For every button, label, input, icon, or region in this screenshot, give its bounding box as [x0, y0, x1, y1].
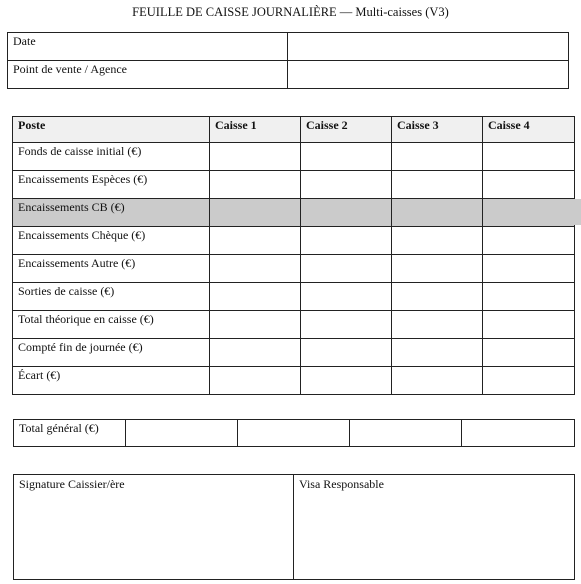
row-label: Total théorique en caisse (€) [13, 311, 210, 339]
table-header-row [13, 117, 575, 143]
table-row [13, 255, 575, 283]
cash-register-table [12, 116, 575, 395]
table-row [13, 199, 575, 227]
row-label: Fonds de caisse initial (€) [13, 143, 210, 171]
header-caisse-2: Caisse 2 [301, 117, 392, 143]
caisse-1-cell[interactable] [210, 199, 301, 227]
caisse-4-cell[interactable] [483, 367, 575, 395]
row-label: Encaissements Chèque (€) [13, 227, 210, 255]
caisse-4-cell[interactable] [483, 199, 575, 227]
caisse-4-cell[interactable] [483, 311, 575, 339]
total-cell-1[interactable] [126, 420, 238, 447]
caisse-2-cell[interactable] [301, 143, 392, 171]
manager-visa-box[interactable] [294, 475, 575, 580]
row-label: Compté fin de journée (€) [13, 339, 210, 367]
caisse-2-cell[interactable] [301, 283, 392, 311]
caisse-3-cell[interactable] [392, 255, 483, 283]
manager-visa-label: Visa Responsable [299, 477, 384, 491]
caisse-3-cell[interactable] [392, 143, 483, 171]
date-label: Date [8, 33, 288, 61]
total-cell-4[interactable] [462, 420, 575, 447]
caisse-1-cell[interactable] [210, 227, 301, 255]
caisse-2-cell[interactable] [301, 255, 392, 283]
info-row-site [8, 61, 569, 89]
caisse-1-cell[interactable] [210, 171, 301, 199]
caisse-4-cell[interactable] [483, 143, 575, 171]
caisse-1-cell[interactable] [210, 367, 301, 395]
caisse-1-cell[interactable] [210, 283, 301, 311]
header-caisse-1: Caisse 1 [210, 117, 301, 143]
caisse-1-cell[interactable] [210, 143, 301, 171]
caisse-2-cell[interactable] [301, 199, 392, 227]
header-caisse-4: Caisse 4 [483, 117, 575, 143]
caisse-4-cell[interactable] [483, 171, 575, 199]
info-table [7, 32, 569, 89]
row-label: Écart (€) [13, 367, 210, 395]
page-title: FEUILLE DE CAISSE JOURNALIÈRE — Multi-caisses (V3) [132, 5, 449, 19]
header-caisse-3: Caisse 3 [392, 117, 483, 143]
table-row [13, 143, 575, 171]
caisse-2-cell[interactable] [301, 171, 392, 199]
site-field[interactable] [288, 61, 569, 89]
cashier-signature-box[interactable] [14, 475, 294, 580]
table-row [13, 283, 575, 311]
site-label: Point de vente / Agence [8, 61, 288, 89]
caisse-2-cell[interactable] [301, 227, 392, 255]
total-cell-3[interactable] [350, 420, 462, 447]
caisse-4-cell[interactable] [483, 339, 575, 367]
caisse-2-cell[interactable] [301, 339, 392, 367]
caisse-2-cell[interactable] [301, 311, 392, 339]
row-label: Encaissements CB (€) [13, 199, 210, 227]
table-row [13, 171, 575, 199]
caisse-2-cell[interactable] [301, 367, 392, 395]
table-row [13, 227, 575, 255]
caisse-4-cell[interactable] [483, 283, 575, 311]
row-label: Encaissements Espèces (€) [13, 171, 210, 199]
table-row [13, 311, 575, 339]
caisse-1-cell[interactable] [210, 311, 301, 339]
caisse-3-cell[interactable] [392, 171, 483, 199]
caisse-1-cell[interactable] [210, 339, 301, 367]
totals-table [13, 419, 575, 447]
total-cell-2[interactable] [238, 420, 350, 447]
caisse-3-cell[interactable] [392, 199, 483, 227]
caisse-4-cell[interactable] [483, 227, 575, 255]
caisse-3-cell[interactable] [392, 227, 483, 255]
caisse-4-cell[interactable] [483, 255, 575, 283]
info-row-date [8, 33, 569, 61]
totals-row [14, 420, 575, 447]
header-poste: Poste [13, 117, 210, 143]
table-row [13, 367, 575, 395]
caisse-3-cell[interactable] [392, 283, 483, 311]
caisse-3-cell[interactable] [392, 339, 483, 367]
signature-row [14, 475, 575, 580]
caisse-3-cell[interactable] [392, 311, 483, 339]
table-row [13, 339, 575, 367]
cashier-signature-label: Signature Caissier/ère [19, 477, 125, 491]
row-highlight-extension [573, 199, 581, 225]
caisse-1-cell[interactable] [210, 255, 301, 283]
cash-register-body [13, 143, 575, 395]
row-label: Sorties de caisse (€) [13, 283, 210, 311]
date-field[interactable] [288, 33, 569, 61]
row-label: Encaissements Autre (€) [13, 255, 210, 283]
caisse-3-cell[interactable] [392, 367, 483, 395]
total-label: Total général (€) [14, 420, 126, 447]
signature-table [13, 474, 575, 580]
